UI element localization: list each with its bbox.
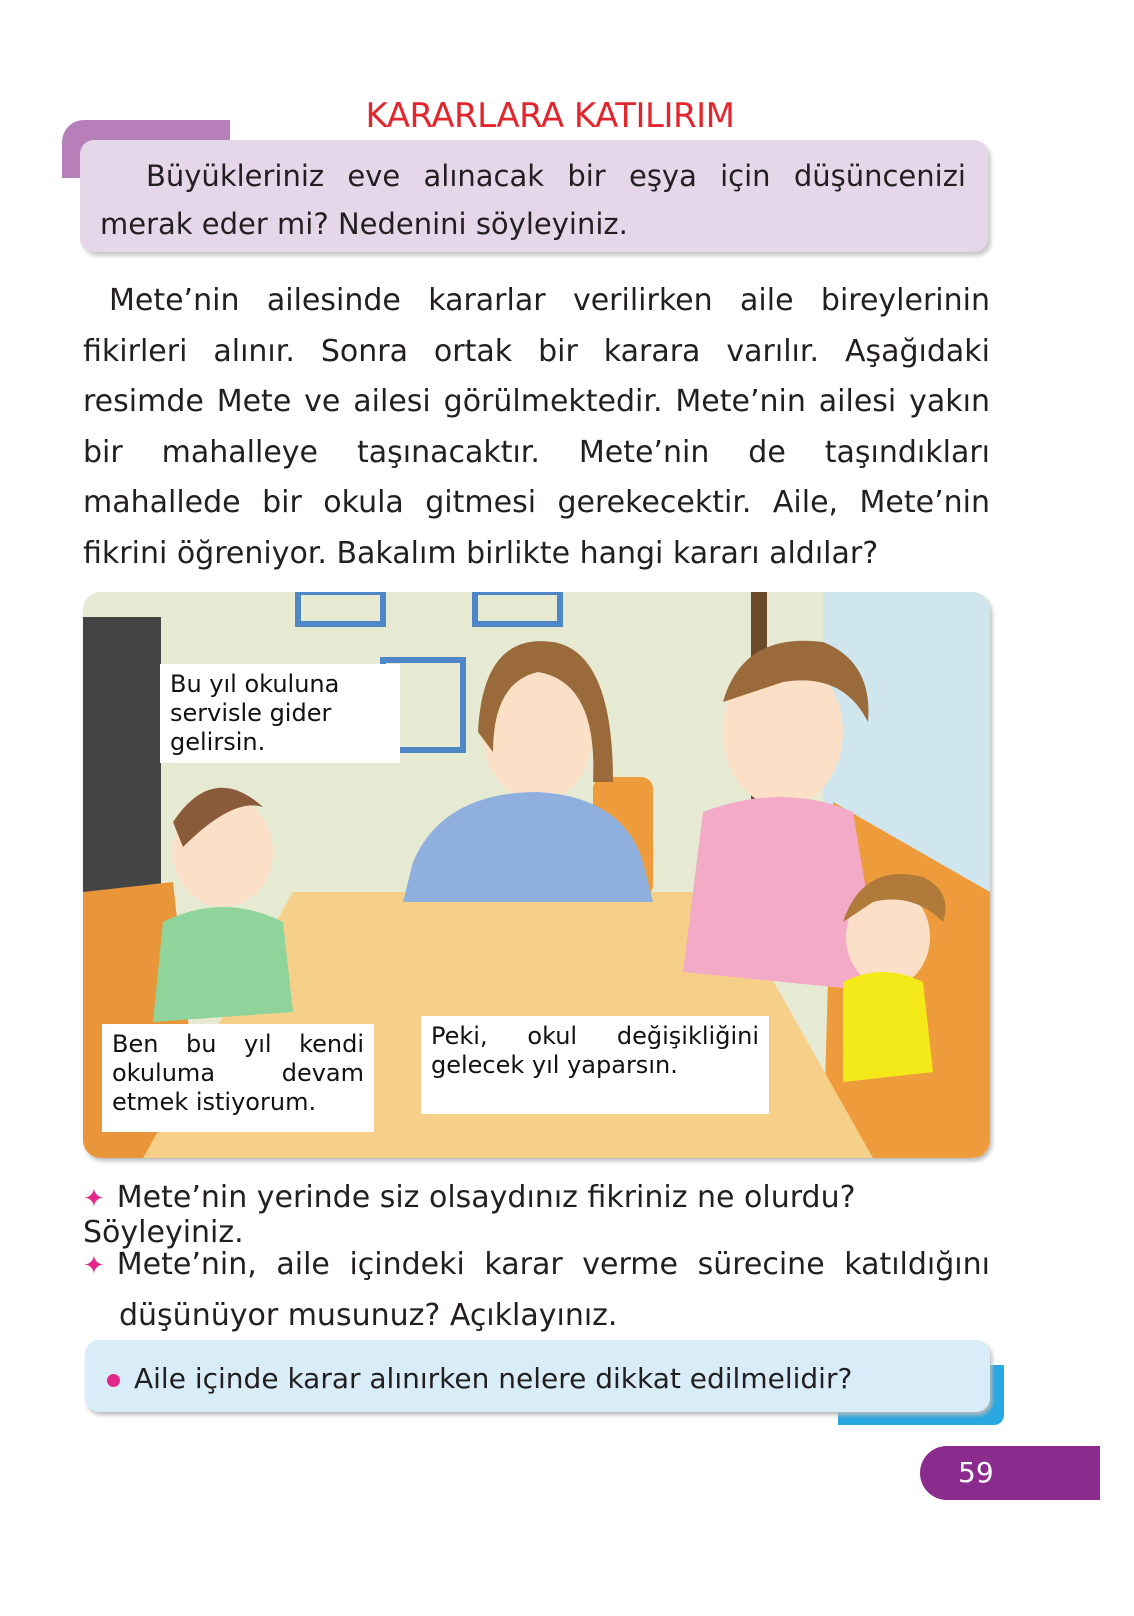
page-number: 59 xyxy=(920,1446,1100,1500)
speech-bubble-father: Peki, okul değişikliğini gelecek yıl yaparsın. xyxy=(421,1016,769,1114)
discussion-text: Aile içinde karar alınırken nelere dikkat edilmelidir? xyxy=(134,1362,853,1395)
star-bullet-icon: ✦ xyxy=(83,1184,105,1214)
question-box-text: Büyükleriniz eve alınacak bir eşya için düşüncenizi merak eder mi? Nedenini söyleyiniz. xyxy=(100,159,966,241)
star-bullet-icon: ✦ xyxy=(83,1251,105,1281)
question-box xyxy=(80,140,988,252)
question-item xyxy=(83,1240,990,1341)
page-title: KARARLARA KATILIRIM xyxy=(365,96,735,136)
discussion-box xyxy=(85,1340,990,1412)
dot-bullet-icon xyxy=(107,1374,120,1387)
story-paragraph: Mete’nin ailesinde kararlar verilirken aile bireylerinin fikirleri alınır. Sonra ortak bir karara varılır. Aşağıdaki resimde Mete ve ailesi görülmektedir. Mete’nin ailesi yakın bir mahalleye taşınacaktır. Mete’nin de taşındıkları mahallede bir okula gitmesi gerekecektir. Aile, Mete’nin fikrini öğreniyor. Bakalım birlikte hangi kararı aldılar? xyxy=(83,283,990,571)
question-text: Mete’nin, aile içindeki karar verme sürecine katıldığını düşünüyor musunuz? Açıklayınız. xyxy=(116,1247,990,1333)
speech-bubble-mother: Bu yıl okuluna servisle gider gelirsin. xyxy=(160,664,400,763)
family-illustration xyxy=(83,592,990,1158)
speech-bubble-mete: Ben bu yıl kendi okuluma devam etmek istiyorum. xyxy=(102,1024,374,1132)
question-text: Mete’nin yerinde siz olsaydınız fikriniz ne olurdu? Söyleyiniz. xyxy=(83,1180,856,1250)
